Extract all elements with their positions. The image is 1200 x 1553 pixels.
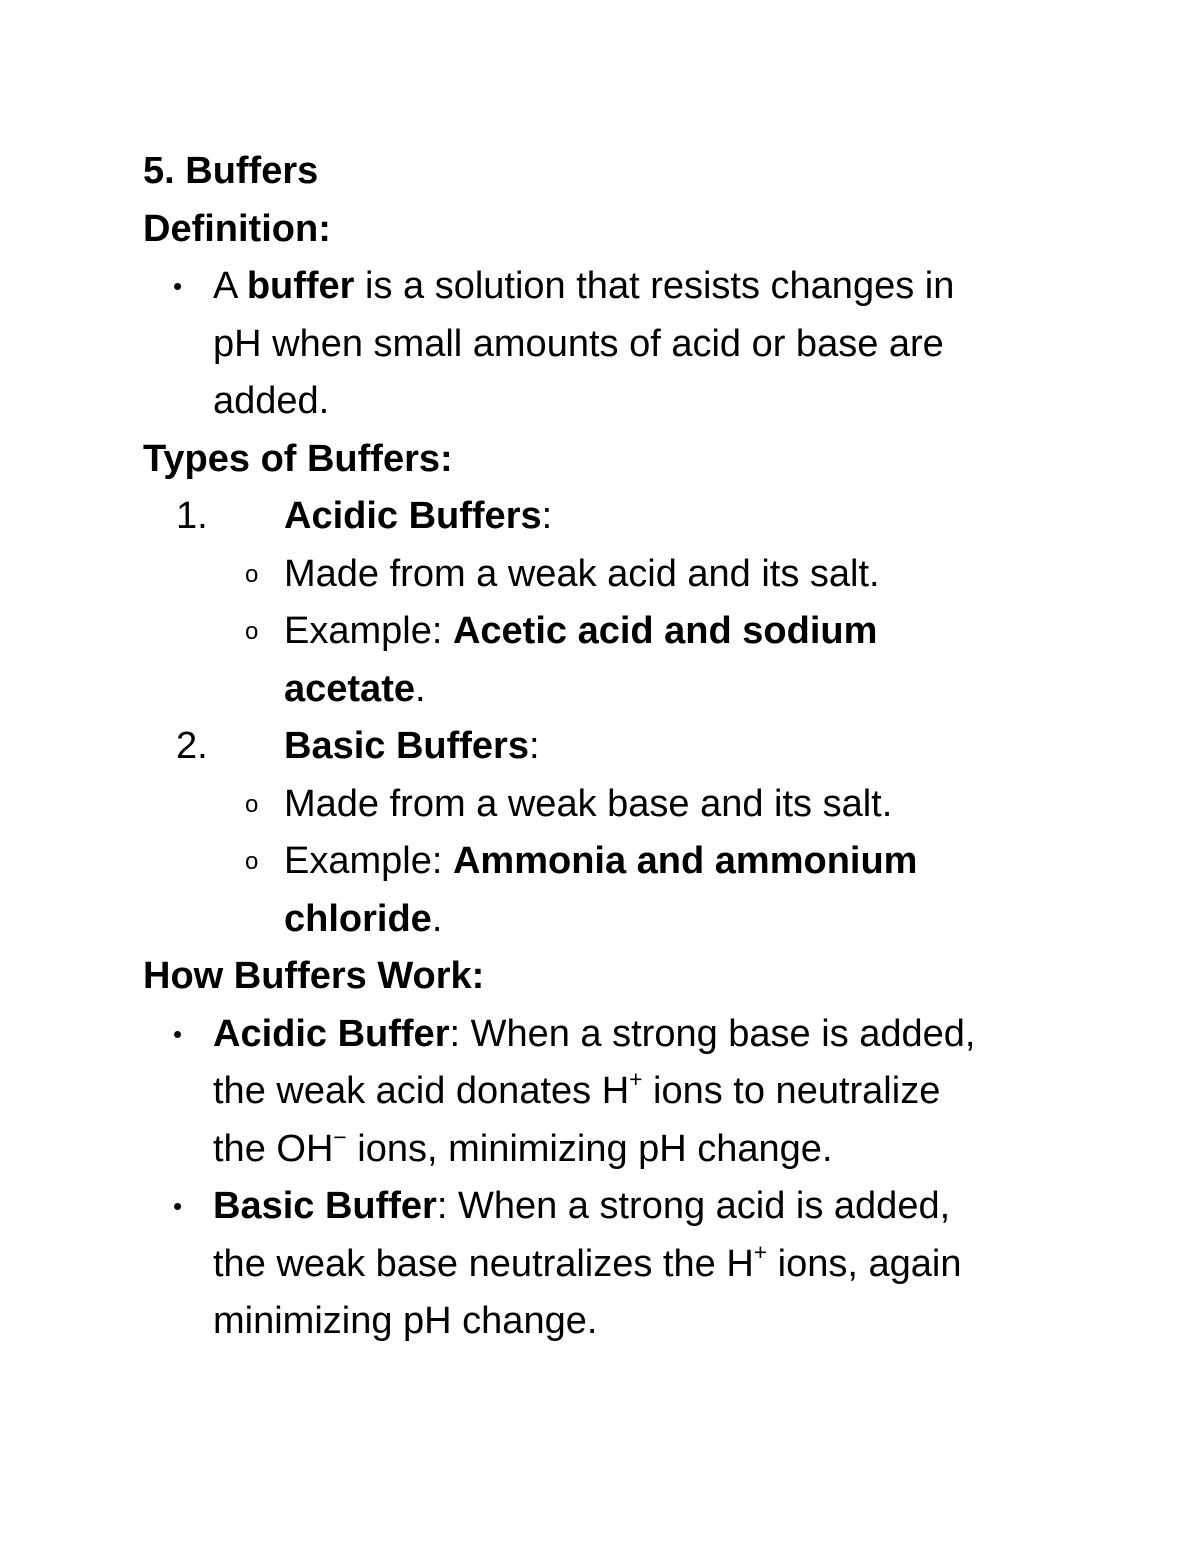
sub-item: o Made from a weak base and its salt. bbox=[143, 776, 1083, 834]
type-title: Acidic Buffers: bbox=[284, 495, 553, 537]
definition-line-3: added. bbox=[213, 380, 330, 422]
sub-item-example: o Example: Acetic acid and sodium acetate. bbox=[143, 603, 1083, 718]
bullet-marker: • bbox=[173, 271, 183, 301]
definition-line-2: pH when small amounts of acid or base are bbox=[213, 322, 944, 365]
type-item-acidic bbox=[143, 488, 1083, 546]
bullet-marker: • bbox=[173, 1018, 183, 1049]
buffer-term: buffer bbox=[246, 265, 355, 307]
list-number: 1. bbox=[176, 495, 208, 537]
definition-bullet-item bbox=[143, 258, 1083, 431]
how-heading: How Buffers Work: bbox=[143, 955, 485, 997]
circle-bullet-icon: o bbox=[245, 790, 259, 818]
sub-item: o Made from a weak acid and its salt. bbox=[143, 546, 1083, 604]
circle-bullet-icon: o bbox=[245, 848, 259, 875]
type-item-basic bbox=[143, 718, 1083, 776]
how-bullet-acidic: • Acidic Buffer: When a strong base is added, the weak acid donates H+ ions to neutralize the OH− ions, minimizing pH change. bbox=[143, 1006, 1083, 1179]
section-title: 5. Buffers bbox=[143, 150, 319, 192]
definition-heading: Definition: bbox=[143, 207, 331, 250]
bullet-marker: • bbox=[173, 1191, 183, 1221]
type-title: Basic Buffers: bbox=[284, 725, 540, 767]
list-number: 2. bbox=[176, 725, 208, 767]
how-bullet-basic: • Basic Buffer: When a strong acid is added, the weak base neutralizes the H+ ions, again minimizing pH change. bbox=[143, 1178, 1083, 1351]
definition-line-1: A buffer is a solution that resists changes in bbox=[213, 265, 955, 307]
types-heading: Types of Buffers: bbox=[143, 437, 453, 480]
circle-bullet-icon: o bbox=[245, 560, 259, 588]
sub-item-example: o Example: Ammonia and ammonium chloride. bbox=[143, 833, 1083, 948]
document-body bbox=[143, 143, 1083, 1351]
circle-bullet-icon: o bbox=[245, 618, 259, 645]
